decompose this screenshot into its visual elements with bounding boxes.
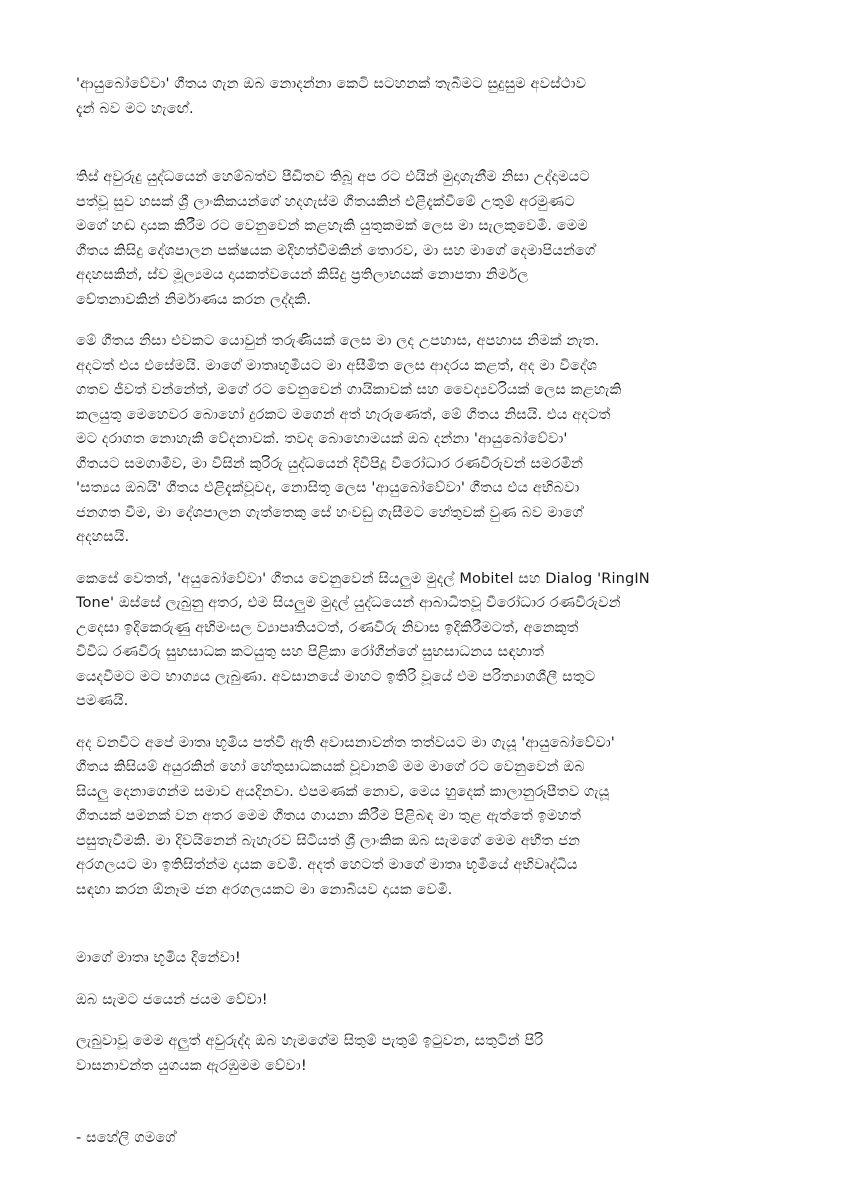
signature: - සහේලි ගමගේ [76,1129,176,1146]
body-paragraph-1: තිස් අවුරුදු යුද්ධයෙන් හෙම්බත්ව පීඩිතව තිබූ අප රට එයින් මුදාගැනීම නිසා උද්දාමයට පත්වූ සුව හසක් ශ්‍රී ලාංකිකයන්ගේ හදගැස්ම ගීතයකින් එළිදැක්වීමේ උතුම් අරමුණට මගේ හඬ දායක කිරීම රට වෙනුවෙන් කළහැකි යුතුකමක් ලෙස මා සැලකුවෙමි. මෙම ගීතය කිසිදු දේශපාලන පක්ෂයක මදිහත්වීමකින් තොරව, මා සහ මාගේ දෙමාපියන්ගේ අදහසකින්, ස්ව මූල්‍යමය දායකත්වයෙන් කිසිදු ප්‍රතිලාභයක් නොපතා නිර්මල චේතනාවකින් නිර්මාණය කරන ලද්දකි. [76,168,596,308]
body-paragraph-2: මේ ගීතය නිසා එවකට යොවුන් තරුණියක් ලෙස මා ලද උපහාස, අපහාස නිමක් නැත. අදටත් එය එසේමයි. මාගේ මාතෘභූමියට මා අසීමිත ලෙස ආදරය කළත්, අද මා විදේශ ගතව ජීවත් වන්නේත්, මගේ රට වෙනුවෙන් ගායිකාවක් සහ වෛද්‍යවරියක් ලෙස කළහැකි කලයුතු මෙහෙවර බොහෝ දුරකට මගෙන් අත් හැරුණෙත්, මේ ගීතය නිසයි. එය අදටත් මට දරාගත නොහැකි වේදනාවක්. තවද බොහොමයක් ඔබ දන්නා 'ආයුබෝවේවා' ගීතයට සමගාමීව, මා විසින් කුරිරු යුද්ධයෙන් දිවිපිදූ වීරෝධාර රණවිරුවන් සමරමින් 'සත්‍යය ඔබයි' ගීතය එළිදැක්වූවද, නොසිතූ ලෙස 'ආයුබෝවේවා' ගීතය එය අභිබවා ජනගත වීම, මා දේශපාලන ගැත්තෙකු සේ හංවඩු ගැසීමට හේතුවක් වුණ බව මාගේ අදහසයි. [76,332,622,545]
closing-line-3: ලැබුවාවූ මෙම අලුත් අවුරුද්ද ඔබ හැමගේම සිතුම් පැතුම් ඉටුවන, සතුටින් පිරි වාසනාවන්ත යුගයක ඇරඹුමම වේවා! [76,1032,544,1074]
closing-line-1: මාගේ මාතෘ භූමිය දිනේවා! [76,949,241,966]
body-paragraph-4: අද වනවිට අපේ මාතෘ භූමිය පත්වී ඇති අවාසනාවන්ත තත්වයට මා ගැයූ 'ආයුබෝවේවා' ගීතය කිසියම් අයුරකින් හෝ හේතුසාධකයක් වූවානම් මම මාගේ රට වෙනුවෙන් ඔබ සියලු දෙනාගෙන්ම සමාව අයදිනවා. එපමණක් නොව, මෙය හුදෙක් කාලානුරූපීතව ගැයූ ගීතයක් පමනක් වන අතර මෙම ගීතය ගායනා කිරීම පිළිබඳ මා තුළ ඇත්තේ ඉමහත් පසුතැවීමකි. මා දිවයිනෙන් බැහැරව සිටියත් ශ්‍රී ලාංකික ඔබ සැමගේ මෙම අභීත ජන අරගලයට මා ඉතිසිත්න්ම දායක වෙමි. අදත් හෙටත් මාගේ මාතෘ භූමියේ අභිවෘද්ධිය සඳහා කරන ඕනෑම ජන අරගලයකට මා නොබියව දායක වෙමි. [76,733,615,898]
body-paragraph-3: කෙසේ වෙතත්, 'අයුබෝවේවා' ගීතය වෙනුවෙන් සියලුම මුදල් Mobitel සහ Dialog 'RingIN Tone' ඔස්සේ ලැබුනු අතර, එම සියලුම මුදල් යුද්ධයෙන් ආබාධිතවූ වීරෝධාර රණවිරුවන් උදෙසා ඉදිකෙරුණු අභිමංසල ව්‍යාපෘතියටත්, රණවිරු නිවාස ඉදිකිරීමටත්, අනෙකුත් විවිධ රණවිරු සුභසාධක කටයුතු සහ පිළිකා රෝගීන්ගේ සුභසාධනය සඳහාත් යෙදවීමට මට භාග්‍යය ලැබුණා. අවසානයේ මාහට ඉතිරි වූයේ එම පරිත්‍යාගශීලී සතුට පමණයි. [76,569,650,709]
intro-paragraph: 'ආයුබෝවේවා' ගීතය ගැන ඔබ නොදන්නා කෙටි සටහනක් තැබීමට සුදුසුම අවස්ථාව දැන් බව මට හැඟේ. [76,75,587,117]
closing-line-2: ඔබ සැමට ජයෙන් ජයම වේවා! [76,990,268,1008]
